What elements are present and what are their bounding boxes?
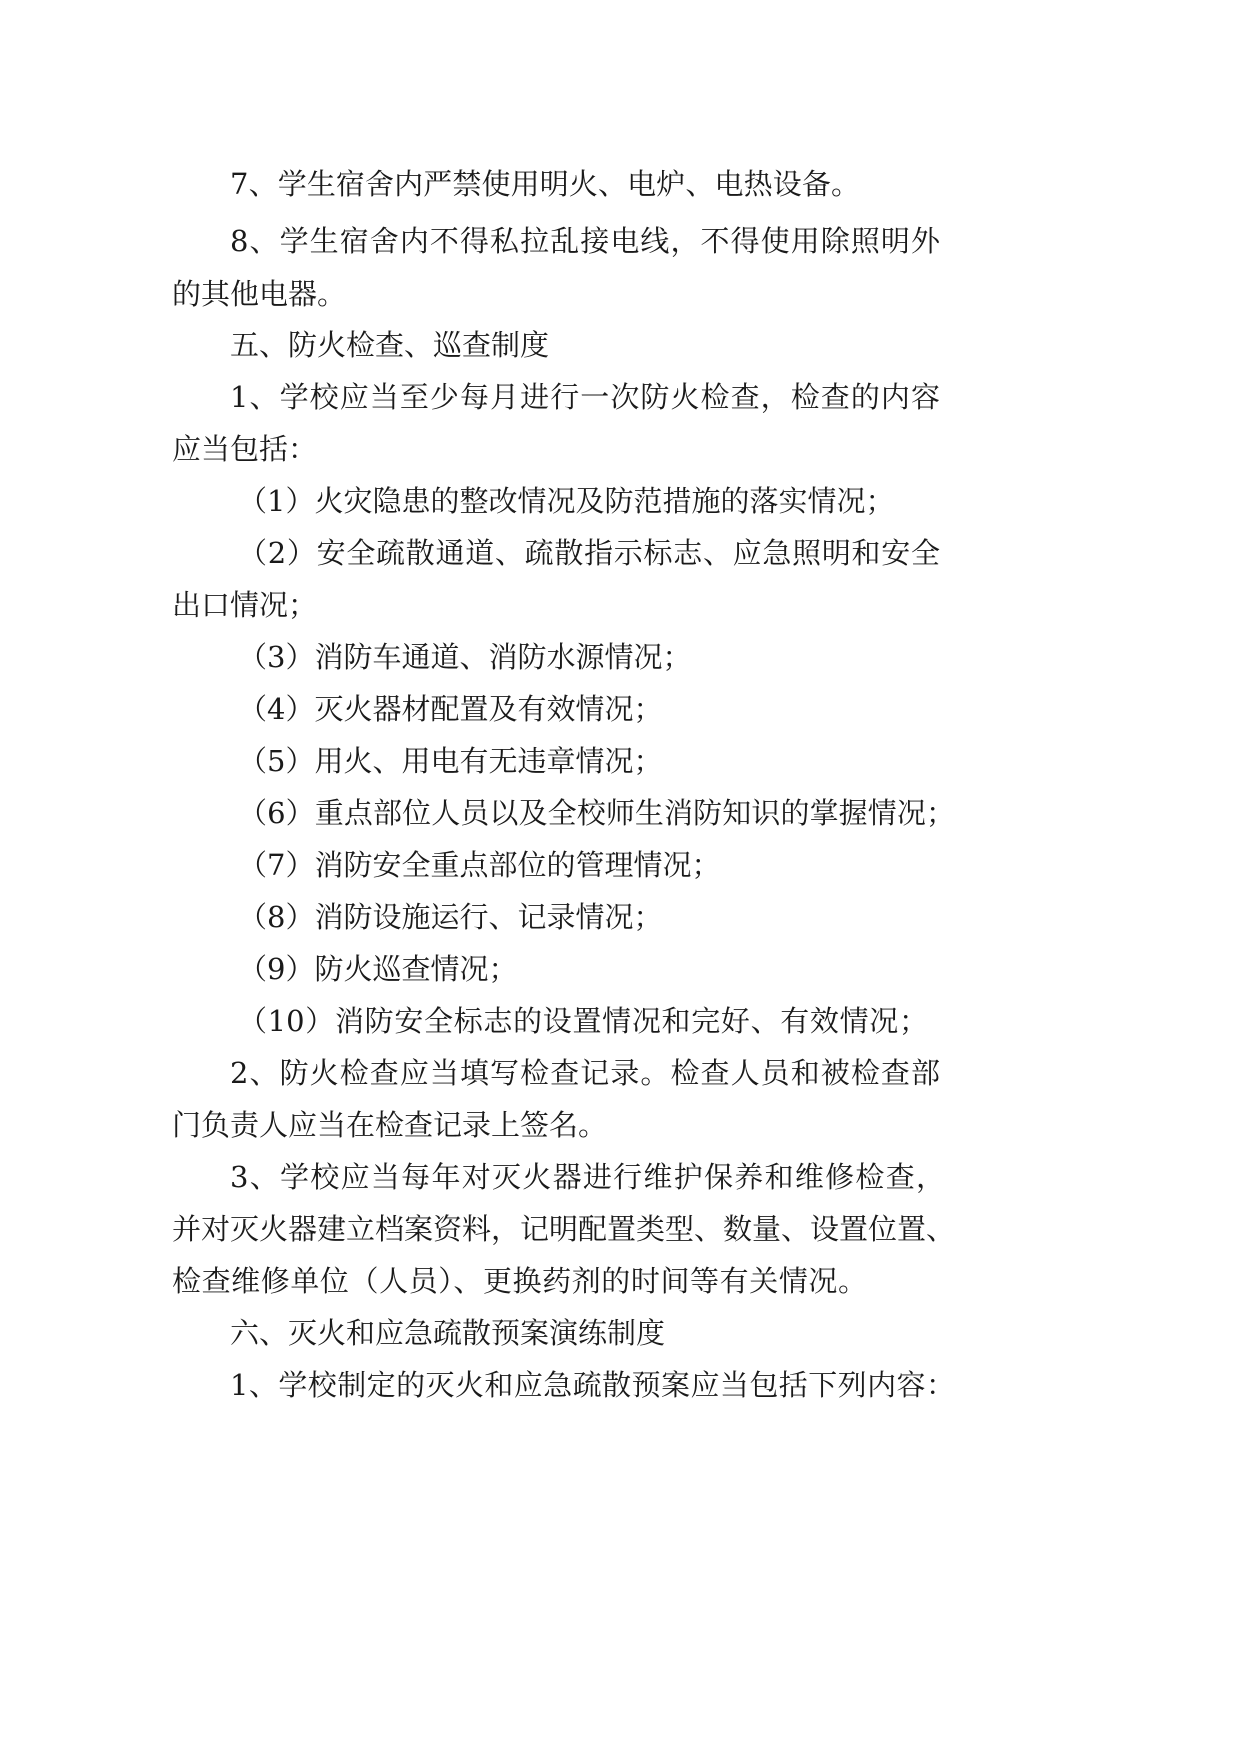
paragraph-line: 的其他电器。 <box>172 277 347 311</box>
list-item: （5）用火、用电有无违章情况； <box>238 744 663 778</box>
list-item: （9）防火巡查情况； <box>238 952 518 986</box>
section-heading: 五、防火检查、巡查制度 <box>230 328 550 362</box>
list-item: （2）安全疏散通道、疏散指示标志、应急照明和安全 <box>238 536 940 570</box>
list-item: （3）消防车通道、消防水源情况； <box>238 640 692 674</box>
paragraph-line: 门负责人应当在检查记录上签名。 <box>172 1108 608 1142</box>
paragraph-line: 7、学生宿舍内严禁使用明火、电炉、电热设备。 <box>230 167 860 201</box>
paragraph-line: 8、学生宿舍内不得私拉乱接电线，不得使用除照明外 <box>230 224 940 258</box>
paragraph-line: 出口情况； <box>172 588 318 622</box>
list-item: （10）消防安全标志的设置情况和完好、有效情况； <box>238 1004 928 1038</box>
list-item: （1）火灾隐患的整改情况及防范措施的落实情况； <box>238 484 895 518</box>
list-item: （7）消防安全重点部位的管理情况； <box>238 848 721 882</box>
paragraph-line: 1、学校应当至少每月进行一次防火检查，检查的内容 <box>230 380 940 414</box>
paragraph-line: 3、学校应当每年对灭火器进行维护保养和维修检查， <box>230 1160 945 1194</box>
paragraph-line: 应当包括： <box>172 432 318 466</box>
list-item: （4）灭火器材配置及有效情况； <box>238 692 663 726</box>
paragraph-line: 1、学校制定的灭火和应急疏散预案应当包括下列内容： <box>230 1368 955 1402</box>
list-item: （8）消防设施运行、记录情况； <box>238 900 663 934</box>
paragraph-line: 并对灭火器建立档案资料，记明配置类型、数量、设置位置、 <box>172 1212 956 1246</box>
list-item: （6）重点部位人员以及全校师生消防知识的掌握情况； <box>238 796 955 830</box>
paragraph-line: 检查维修单位（人员）、更换药剂的时间等有关情况。 <box>172 1264 867 1298</box>
paragraph-line: 2、防火检查应当填写检查记录。检查人员和被检查部 <box>230 1056 940 1090</box>
section-heading: 六、灭火和应急疏散预案演练制度 <box>230 1316 666 1350</box>
